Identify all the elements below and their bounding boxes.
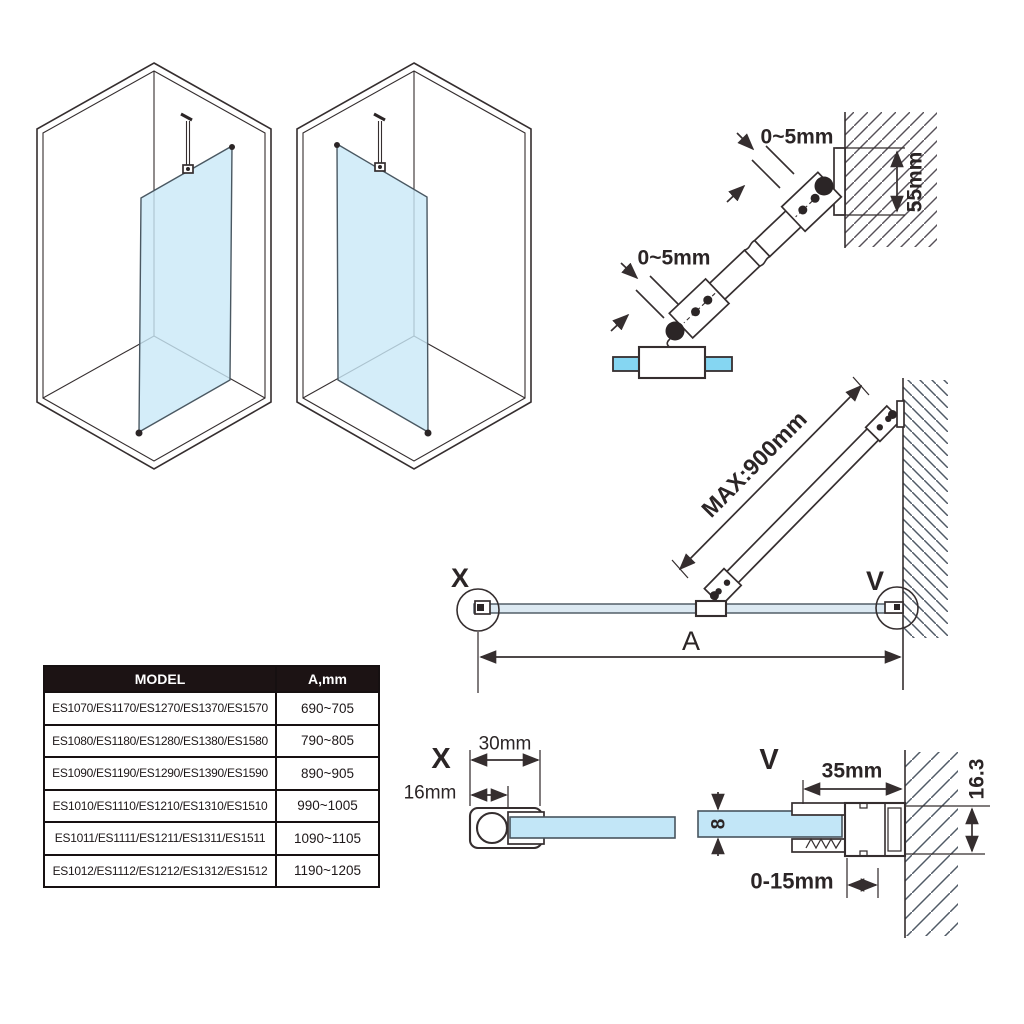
dim-015mm-label: 0-15mm <box>750 868 834 894</box>
wall-profile-body <box>845 803 905 856</box>
glass-panel-plan <box>474 604 903 613</box>
hinge-screw <box>691 307 700 316</box>
table-header-model: MODEL <box>44 666 276 692</box>
detail-v-title: V <box>759 744 779 776</box>
table-row <box>44 692 379 725</box>
room-floor-edge <box>414 336 525 398</box>
detail-x <box>404 734 675 849</box>
dim-163-label: 16.3 <box>965 758 989 800</box>
amm-cell: 890~905 <box>276 757 379 790</box>
break-line <box>745 241 755 251</box>
gap-arrow <box>611 315 628 331</box>
wall-plate <box>834 148 845 215</box>
support-bar-bracket-detail <box>611 112 937 378</box>
amm-cell: 690~705 <box>276 692 379 725</box>
table-row <box>44 855 379 888</box>
hinge-screw <box>877 424 883 430</box>
gap-tick <box>650 276 678 304</box>
model-table <box>43 665 380 888</box>
gap-arrow <box>737 133 753 149</box>
glass-section <box>510 817 675 838</box>
amm-cell: 1090~1105 <box>276 822 379 855</box>
marker-v-label: V <box>865 566 885 596</box>
plan-view <box>451 377 948 693</box>
hinge-screw <box>811 194 820 203</box>
break-line <box>760 257 770 267</box>
hinge-screw <box>724 580 730 586</box>
bar-glass-pivot <box>710 591 719 600</box>
floor-foot <box>425 430 432 437</box>
wall-pivot <box>815 177 834 196</box>
dim-8-label: 8 <box>708 818 730 830</box>
bar-glass-clamp <box>696 601 726 616</box>
marker-x-label: X <box>450 563 470 593</box>
ceiling-mount <box>181 114 192 120</box>
gap-arrow <box>621 263 637 278</box>
rod-clamp-dot <box>378 165 382 169</box>
amm-cell: 990~1005 <box>276 790 379 823</box>
detail-x-title: X <box>431 743 451 775</box>
room-floor-edge <box>43 336 154 398</box>
wall-profile-cap <box>229 144 235 150</box>
table-row <box>44 757 379 790</box>
wall-profile-cap <box>334 142 340 148</box>
dim-55mm-label: 55mm <box>903 151 927 213</box>
bar-wall-plate <box>897 401 904 427</box>
gap-arrow <box>727 186 744 202</box>
bar-wall-pivot <box>888 410 897 419</box>
floor-foot <box>136 430 143 437</box>
end-profile-tube <box>477 813 507 843</box>
wall-hatch <box>905 752 958 936</box>
gap-top-label: 0~5mm <box>760 125 834 149</box>
wall-profile-v-core <box>894 604 900 610</box>
ceiling-mount <box>374 114 385 120</box>
table-row <box>44 822 379 855</box>
hinge-screw <box>703 296 712 305</box>
glass-pivot <box>666 322 685 341</box>
model-cell: ES1070/ES1170/ES1270/ES1370/ES1570 <box>44 692 276 725</box>
glass-panel <box>139 146 232 432</box>
rod-clamp-dot <box>186 167 190 171</box>
model-cell: ES1080/ES1180/ES1280/ES1380/ES1580 <box>44 725 276 758</box>
clamp-upper-jaw <box>792 803 845 815</box>
table-row <box>44 790 379 823</box>
dim-16mm-label: 16mm <box>403 782 457 804</box>
support-bar <box>721 422 885 588</box>
model-cell: ES1011/ES1111/ES1211/ES1311/ES1511 <box>44 822 276 855</box>
model-cell: ES1090/ES1190/ES1290/ES1390/ES1590 <box>44 757 276 790</box>
wall-hatch <box>903 380 948 638</box>
end-profile-x-core <box>477 604 484 611</box>
dim-30mm-label: 30mm <box>478 733 532 755</box>
table-header-row <box>44 666 379 692</box>
glass-clamp-block <box>639 347 705 378</box>
dim-a-label: A <box>681 626 701 656</box>
amm-cell: 1190~1205 <box>276 855 379 888</box>
dim-35mm-label: 35mm <box>821 759 883 783</box>
isometric-view-right <box>297 63 531 469</box>
hinge-screw <box>798 206 807 215</box>
gap-tick <box>766 146 794 174</box>
detail-v <box>698 744 990 938</box>
gap-bottom-label: 0~5mm <box>637 246 711 270</box>
dim-max900-label: MAX:900mm <box>696 405 812 523</box>
model-cell: ES1012/ES1112/ES1212/ES1312/ES1512 <box>44 855 276 888</box>
amm-cell: 790~805 <box>276 725 379 758</box>
model-cell: ES1010/ES1110/ES1210/ES1310/ES1510 <box>44 790 276 823</box>
gap-tick <box>636 290 664 318</box>
gap-tick <box>752 160 780 188</box>
table-row <box>44 725 379 758</box>
isometric-view-left <box>37 63 271 469</box>
table-header-amm: A,mm <box>276 666 379 692</box>
